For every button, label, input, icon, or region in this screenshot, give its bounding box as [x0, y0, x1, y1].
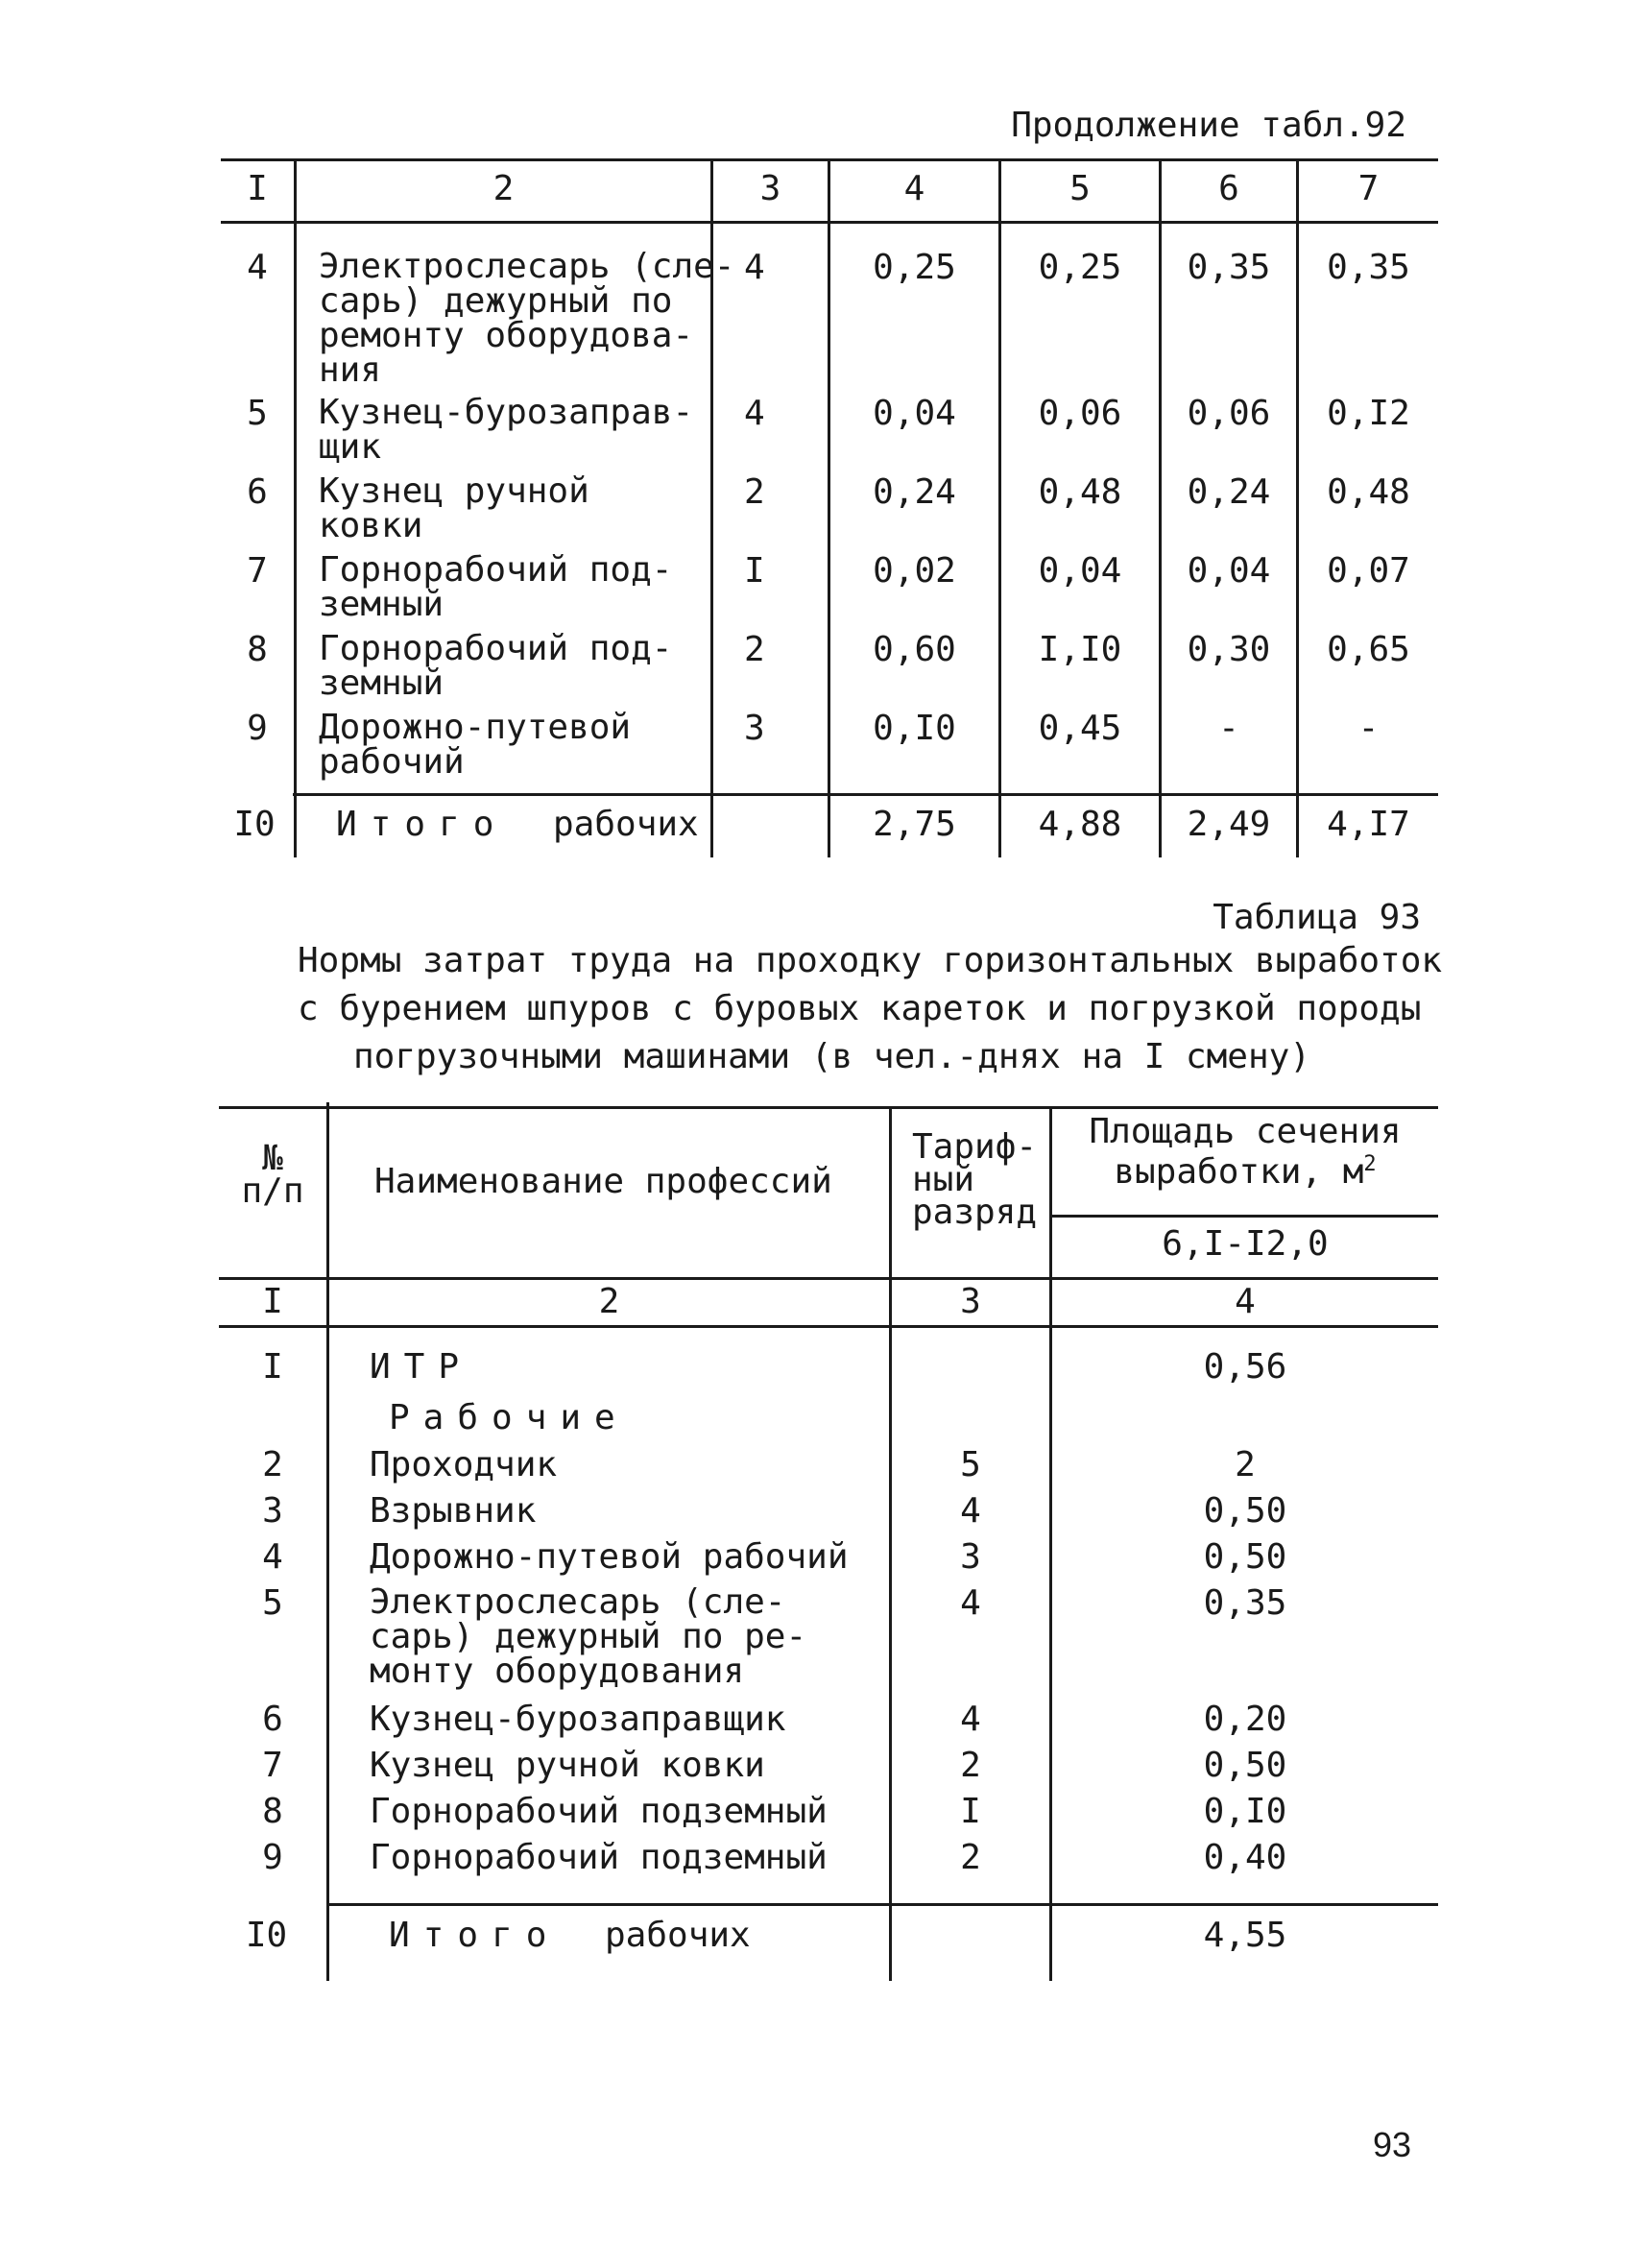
value-col5: 0,25	[1038, 248, 1122, 287]
grade: 2	[744, 630, 765, 669]
grade: 4	[744, 394, 765, 433]
row-number: 7	[262, 1746, 283, 1785]
value-col6: 0,06	[1187, 394, 1271, 433]
header-grade: Тариф- ный разряд	[912, 1127, 1038, 1232]
profession-name: Кузнец-бурозаправ- щик	[319, 393, 694, 467]
header-section-area-unit-power: 2	[1363, 1152, 1377, 1176]
table93-title-line: Нормы затрат труда на проходку горизонтальных выработок	[298, 941, 1443, 980]
value-col4: 0,02	[873, 551, 956, 591]
value: 0,I0	[1203, 1792, 1287, 1831]
value-col5: 0,48	[1038, 472, 1122, 512]
total-label: Итого	[336, 805, 508, 844]
profession-name: Кузнец ручной ковки	[370, 1746, 765, 1785]
value-col7: 0,07	[1327, 551, 1410, 591]
table93-title-line: с бурением шпуров с буровых кареток и погрузкой породы	[298, 989, 1422, 1028]
row-number: 5	[247, 394, 268, 433]
row-number: 7	[247, 551, 268, 591]
row-number: I0	[233, 805, 276, 844]
value-col7: -	[1357, 709, 1380, 748]
workers-heading: Рабочие	[389, 1398, 629, 1437]
grade: 3	[744, 709, 765, 748]
table93-header-rule	[219, 1277, 1438, 1280]
grade: 3	[960, 1537, 981, 1577]
value-col7: 0,I2	[1327, 394, 1410, 433]
header-row-number: № п/п	[241, 1139, 304, 1211]
row-number: 5	[262, 1583, 283, 1623]
header-section-area-label: Площадь сечения выработки, м	[1089, 1112, 1402, 1192]
row-number: 6	[262, 1700, 283, 1739]
profession-name: Дорожно-путевой рабочий	[370, 1537, 849, 1577]
table92-header-cell: 3	[759, 169, 781, 208]
value-col5: 0,06	[1038, 394, 1122, 433]
value-col4: 0,I0	[873, 709, 956, 748]
row-number: 8	[247, 630, 268, 669]
value-col5: 0,45	[1038, 709, 1122, 748]
value: 0,20	[1203, 1700, 1287, 1739]
table92-header-cell: 2	[492, 169, 515, 208]
total-col4: 2,75	[873, 805, 956, 844]
value-col6: 0,24	[1187, 472, 1271, 512]
profession-name: Взрывник	[370, 1491, 537, 1531]
profession-name: Горнорабочий подземный	[370, 1838, 828, 1877]
profession-name: Горнорабочий под- земный	[319, 550, 673, 624]
grade: 2	[960, 1746, 981, 1785]
grade: 5	[960, 1445, 981, 1484]
row-number: I0	[245, 1916, 288, 1955]
value-col4: 0,04	[873, 394, 956, 433]
table92-header-cell: 6	[1218, 169, 1239, 208]
profession-name: Кузнец ручной ковки	[319, 471, 589, 545]
value: 0,50	[1203, 1491, 1287, 1531]
page-number: 93	[1373, 2125, 1412, 2164]
row-number: 9	[262, 1838, 283, 1877]
table93-total-rule	[326, 1903, 1438, 1906]
value-col5: 0,04	[1038, 551, 1122, 591]
table93-title-line: погрузочными машинами (в чел.-днях на I смену)	[353, 1037, 1310, 1076]
profession-name: Электрослесарь (сле- сарь) дежурный по ремонту оборудова- ния	[319, 247, 735, 390]
total-label-suffix: рабочих	[605, 1916, 751, 1955]
value: 0,56	[1203, 1347, 1287, 1387]
itr-label: ИТР	[370, 1347, 473, 1387]
value-col5: I,I0	[1038, 630, 1122, 669]
grade: 4	[960, 1583, 981, 1623]
grade: I	[744, 551, 765, 591]
profession-name: Дорожно-путевой рабочий	[319, 708, 632, 782]
table93-col-divider	[326, 1102, 329, 1981]
header-section-range: 6,I-I2,0	[1162, 1224, 1329, 1264]
table92-col-divider	[294, 158, 297, 857]
total-col5: 4,88	[1038, 805, 1122, 844]
table93-colnum-rule	[219, 1325, 1438, 1328]
row-number: 9	[247, 709, 268, 748]
row-number: 3	[262, 1491, 283, 1531]
table93-colnum: 3	[960, 1282, 981, 1321]
row-number: 8	[262, 1792, 283, 1831]
value-col7: 0,35	[1327, 248, 1410, 287]
profession-name: Горнорабочий подземный	[370, 1792, 828, 1831]
profession-name: Кузнец-бурозаправщик	[370, 1700, 786, 1739]
header-section-area	[1052, 1112, 1438, 1193]
value: 0,50	[1203, 1537, 1287, 1577]
value-col6: 0,04	[1187, 551, 1271, 591]
value-col7: 0,65	[1327, 630, 1410, 669]
value: 2	[1235, 1445, 1256, 1484]
profession-name: Проходчик	[370, 1445, 558, 1484]
total-col7: 4,I7	[1327, 805, 1410, 844]
row-number: 4	[247, 248, 268, 287]
total-value: 4,55	[1203, 1916, 1287, 1955]
value: 0,50	[1203, 1746, 1287, 1785]
total-label-suffix: рабочих	[553, 805, 699, 844]
grade: 4	[960, 1491, 981, 1531]
row-number: I	[262, 1347, 283, 1387]
value-col4: 0,60	[873, 630, 956, 669]
total-label: Итого	[389, 1916, 561, 1955]
table93-colnum: 2	[598, 1282, 620, 1321]
value-col7: 0,48	[1327, 472, 1410, 512]
table92-total-rule	[293, 793, 1438, 796]
row-number: 4	[262, 1537, 283, 1577]
header-profession: Наименование профессий	[374, 1162, 832, 1201]
table93-top-rule	[219, 1106, 1438, 1109]
value-col4: 0,25	[873, 248, 956, 287]
grade: I	[960, 1792, 981, 1831]
value-col6: 0,35	[1187, 248, 1271, 287]
table93-subheader-rule	[1049, 1215, 1438, 1218]
grade: 4	[744, 248, 765, 287]
table92-header-cell: 4	[903, 169, 925, 208]
table93-colnum: 4	[1235, 1282, 1256, 1321]
value-col6: -	[1218, 709, 1239, 748]
table93-number-label: Таблица 93	[1213, 898, 1421, 937]
value: 0,35	[1203, 1583, 1287, 1623]
row-number: 6	[247, 472, 268, 512]
grade: 2	[960, 1838, 981, 1877]
grade: 2	[744, 472, 765, 512]
profession-name: Горнорабочий под- земный	[319, 629, 673, 703]
table92-header-cell: I	[247, 169, 268, 208]
total-col6: 2,49	[1187, 805, 1271, 844]
table92-continuation-label: Продолжение табл.92	[1011, 106, 1406, 145]
value-col6: 0,30	[1187, 630, 1271, 669]
profession-name: Электрослесарь (сле- сарь) дежурный по ре- монту оборудования	[370, 1582, 807, 1691]
value-col4: 0,24	[873, 472, 956, 512]
table92-header-cell: 5	[1069, 169, 1091, 208]
row-number: 2	[262, 1445, 283, 1484]
table92-header-cell: 7	[1357, 169, 1380, 208]
table93-colnum: I	[262, 1282, 283, 1321]
grade: 4	[960, 1700, 981, 1739]
value: 0,40	[1203, 1838, 1287, 1877]
